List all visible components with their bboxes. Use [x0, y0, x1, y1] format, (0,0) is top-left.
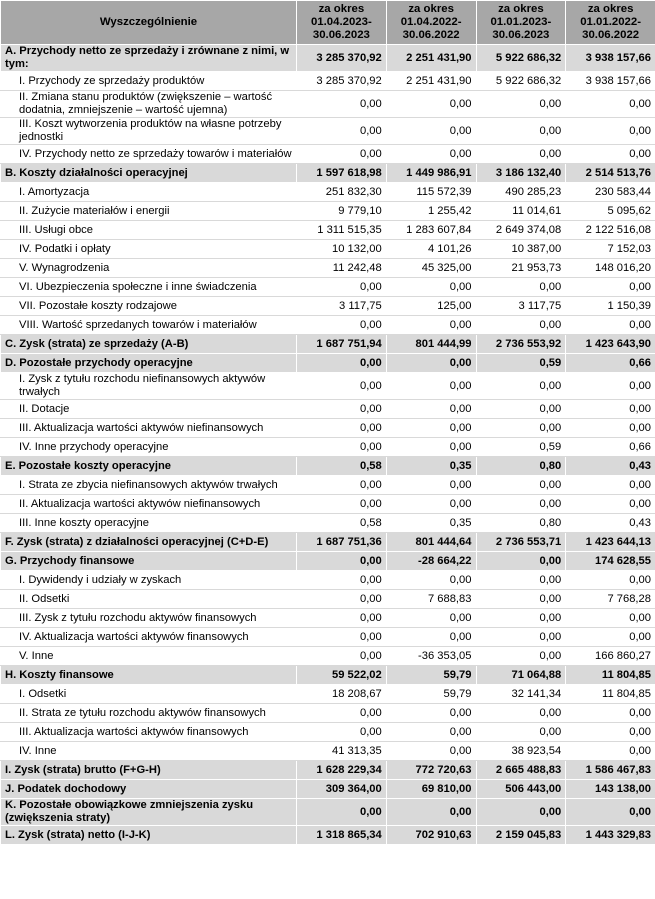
row-label: III. Koszt wytworzenia produktów na własne potrzeby jednostki	[1, 118, 297, 145]
table-row	[1, 609, 655, 628]
header-h1-2023: za okres 01.01.2023-30.06.2023	[476, 1, 566, 45]
row-label: A. Przychody netto ze sprzedaży i zrównane z nimi, w tym:	[1, 45, 297, 72]
row-label: III. Aktualizacja wartości aktywów niefinansowych	[1, 419, 297, 438]
table-row	[1, 742, 655, 761]
section-row	[1, 799, 655, 826]
row-value: 1 318 865,34	[297, 826, 387, 845]
row-label: IV. Inne	[1, 742, 297, 761]
row-value: 9 779,10	[297, 202, 387, 221]
row-value: 0,00	[386, 495, 476, 514]
table-row	[1, 373, 655, 400]
row-value: 0,00	[297, 438, 387, 457]
table-row	[1, 628, 655, 647]
row-label: F. Zysk (strata) z działalności operacyjnej (C+D-E)	[1, 533, 297, 552]
row-value: 0,00	[476, 373, 566, 400]
row-value: 0,00	[386, 419, 476, 438]
row-value: 59,79	[386, 685, 476, 704]
row-label: C. Zysk (strata) ze sprzedaży (A-B)	[1, 335, 297, 354]
section-row	[1, 354, 655, 373]
row-value: 0,00	[386, 799, 476, 826]
table-row	[1, 183, 655, 202]
row-value: 0,00	[476, 91, 566, 118]
table-row	[1, 438, 655, 457]
row-label: I. Zysk z tytułu rozchodu niefinansowych aktywów trwałych	[1, 373, 297, 400]
section-row	[1, 780, 655, 799]
row-value: 3 285 370,92	[297, 45, 387, 72]
row-value: 0,00	[566, 476, 655, 495]
row-label: IV. Aktualizacja wartości aktywów finansowych	[1, 628, 297, 647]
row-value: 2 736 553,71	[476, 533, 566, 552]
row-value: 115 572,39	[386, 183, 476, 202]
table-row	[1, 723, 655, 742]
table-row	[1, 72, 655, 91]
row-value: 59,79	[386, 666, 476, 685]
table-row	[1, 419, 655, 438]
table-body	[1, 45, 655, 845]
row-label: III. Inne koszty operacyjne	[1, 514, 297, 533]
row-label: VIII. Wartość sprzedanych towarów i materiałów	[1, 316, 297, 335]
section-row	[1, 666, 655, 685]
row-value: 0,00	[476, 799, 566, 826]
row-label: I. Amortyzacja	[1, 183, 297, 202]
row-value: 1 449 986,91	[386, 164, 476, 183]
row-value: 3 117,75	[297, 297, 387, 316]
row-value: 0,00	[476, 609, 566, 628]
row-label: IV. Przychody netto ze sprzedaży towarów i materiałów	[1, 145, 297, 164]
row-value: 0,80	[476, 514, 566, 533]
row-label: E. Pozostałe koszty operacyjne	[1, 457, 297, 476]
row-value: 7 688,83	[386, 590, 476, 609]
row-value: 0,00	[386, 609, 476, 628]
row-value: 148 016,20	[566, 259, 655, 278]
row-value: 0,00	[476, 278, 566, 297]
table-row	[1, 145, 655, 164]
row-value: 41 313,35	[297, 742, 387, 761]
row-value: 2 159 045,83	[476, 826, 566, 845]
row-value: 0,00	[566, 278, 655, 297]
row-label: I. Odsetki	[1, 685, 297, 704]
row-value: 1 311 515,35	[297, 221, 387, 240]
row-value: 506 443,00	[476, 780, 566, 799]
section-row	[1, 45, 655, 72]
row-value: 1 443 329,83	[566, 826, 655, 845]
row-value: 0,00	[476, 145, 566, 164]
row-value: 0,00	[297, 373, 387, 400]
row-value: 2 649 374,08	[476, 221, 566, 240]
row-value: 4 101,26	[386, 240, 476, 259]
row-value: 0,00	[297, 628, 387, 647]
row-label: B. Koszty działalności operacyjnej	[1, 164, 297, 183]
table-row	[1, 316, 655, 335]
row-value: 0,58	[297, 514, 387, 533]
row-label: II. Aktualizacja wartości aktywów niefinansowych	[1, 495, 297, 514]
row-value: 0,00	[297, 145, 387, 164]
table-row	[1, 259, 655, 278]
row-label: VI. Ubezpieczenia społeczne i inne świadczenia	[1, 278, 297, 297]
row-value: 3 938 157,66	[566, 45, 655, 72]
row-value: 0,00	[566, 799, 655, 826]
row-value: 69 810,00	[386, 780, 476, 799]
row-value: 0,00	[566, 118, 655, 145]
row-value: 32 141,34	[476, 685, 566, 704]
row-value: 230 583,44	[566, 183, 655, 202]
row-value: 0,58	[297, 457, 387, 476]
table-row	[1, 685, 655, 704]
row-label: L. Zysk (strata) netto (I-J-K)	[1, 826, 297, 845]
row-value: 3 186 132,40	[476, 164, 566, 183]
table-row	[1, 202, 655, 221]
row-value: 0,00	[476, 476, 566, 495]
row-label: VII. Pozostałe koszty rodzajowe	[1, 297, 297, 316]
row-value: 143 138,00	[566, 780, 655, 799]
row-value: 0,59	[476, 438, 566, 457]
table-row	[1, 476, 655, 495]
row-value: 11 804,85	[566, 685, 655, 704]
row-value: 2 251 431,90	[386, 72, 476, 91]
row-value: 1 423 644,13	[566, 533, 655, 552]
row-value: 166 860,27	[566, 647, 655, 666]
row-label: I. Zysk (strata) brutto (F+G-H)	[1, 761, 297, 780]
table-row	[1, 240, 655, 259]
row-value: 0,00	[297, 278, 387, 297]
row-value: 71 064,88	[476, 666, 566, 685]
row-label: II. Dotacje	[1, 400, 297, 419]
row-value: 0,00	[386, 476, 476, 495]
table-row	[1, 118, 655, 145]
row-value: 0,00	[566, 704, 655, 723]
row-value: 0,66	[566, 354, 655, 373]
row-value: 490 285,23	[476, 183, 566, 202]
row-value: -36 353,05	[386, 647, 476, 666]
section-row	[1, 457, 655, 476]
row-label: IV. Inne przychody operacyjne	[1, 438, 297, 457]
row-value: 11 014,61	[476, 202, 566, 221]
row-value: 0,35	[386, 457, 476, 476]
row-value: 0,00	[386, 438, 476, 457]
row-value: 0,00	[386, 145, 476, 164]
row-value: 7 768,28	[566, 590, 655, 609]
row-value: 772 720,63	[386, 761, 476, 780]
table-row	[1, 571, 655, 590]
header-row	[1, 1, 655, 45]
header-description: Wyszczególnienie	[1, 1, 297, 45]
row-value: 2 122 516,08	[566, 221, 655, 240]
row-value: 0,00	[386, 742, 476, 761]
row-label: II. Zmiana stanu produktów (zwiększenie – wartość dodatnia, zmniejszenie – wartość ujemna)	[1, 91, 297, 118]
section-row	[1, 164, 655, 183]
row-value: 801 444,99	[386, 335, 476, 354]
row-value: 10 132,00	[297, 240, 387, 259]
row-value: 0,00	[476, 723, 566, 742]
row-value: 0,00	[297, 590, 387, 609]
row-value: 0,00	[476, 419, 566, 438]
row-value: 2 736 553,92	[476, 335, 566, 354]
row-value: 0,00	[566, 373, 655, 400]
row-value: 2 251 431,90	[386, 45, 476, 72]
row-value: 0,00	[297, 354, 387, 373]
row-label: K. Pozostałe obowiązkowe zmniejszenia zysku (zwiększenia straty)	[1, 799, 297, 826]
row-value: 0,00	[566, 400, 655, 419]
row-value: 1 687 751,94	[297, 335, 387, 354]
row-value: 0,00	[297, 799, 387, 826]
row-label: G. Przychody finansowe	[1, 552, 297, 571]
row-label: I. Strata ze zbycia niefinansowych aktywów trwałych	[1, 476, 297, 495]
row-value: 0,00	[476, 704, 566, 723]
row-value: 0,00	[476, 316, 566, 335]
row-value: 0,00	[297, 704, 387, 723]
row-label: H. Koszty finansowe	[1, 666, 297, 685]
row-value: 0,00	[566, 723, 655, 742]
table-row	[1, 278, 655, 297]
row-value: 18 208,67	[297, 685, 387, 704]
table-row	[1, 704, 655, 723]
table-row	[1, 647, 655, 666]
row-value: 0,00	[386, 278, 476, 297]
row-value: 0,00	[386, 316, 476, 335]
row-value: 0,00	[386, 400, 476, 419]
row-label: J. Podatek dochodowy	[1, 780, 297, 799]
row-value: 1 687 751,36	[297, 533, 387, 552]
row-value: 11 242,48	[297, 259, 387, 278]
row-value: 0,00	[476, 552, 566, 571]
row-value: 0,00	[386, 628, 476, 647]
row-value: 11 804,85	[566, 666, 655, 685]
row-value: 0,00	[566, 316, 655, 335]
row-value: 0,00	[297, 91, 387, 118]
row-value: 0,00	[297, 118, 387, 145]
row-value: 251 832,30	[297, 183, 387, 202]
row-value: 0,00	[476, 118, 566, 145]
row-value: 59 522,02	[297, 666, 387, 685]
row-label: II. Zużycie materiałów i energii	[1, 202, 297, 221]
row-label: III. Zysk z tytułu rozchodu aktywów finansowych	[1, 609, 297, 628]
row-value: 309 364,00	[297, 780, 387, 799]
row-value: 0,00	[386, 118, 476, 145]
row-value: 0,66	[566, 438, 655, 457]
row-value: 0,00	[386, 571, 476, 590]
row-value: 0,00	[297, 495, 387, 514]
table-row	[1, 221, 655, 240]
row-value: 0,00	[566, 628, 655, 647]
section-row	[1, 552, 655, 571]
row-value: 45 325,00	[386, 259, 476, 278]
row-value: 0,43	[566, 514, 655, 533]
row-value: 0,00	[476, 628, 566, 647]
row-value: 1 597 618,98	[297, 164, 387, 183]
row-value: 1 255,42	[386, 202, 476, 221]
row-value: 0,00	[386, 354, 476, 373]
row-value: 3 285 370,92	[297, 72, 387, 91]
row-value: 1 423 643,90	[566, 335, 655, 354]
section-row	[1, 826, 655, 845]
table-row	[1, 297, 655, 316]
row-label: IV. Podatki i opłaty	[1, 240, 297, 259]
row-value: 0,00	[566, 742, 655, 761]
table-row	[1, 400, 655, 419]
header-h1-2022: za okres 01.01.2022-30.06.2022	[566, 1, 655, 45]
table-row	[1, 514, 655, 533]
row-value: 5 922 686,32	[476, 45, 566, 72]
row-value: 1 150,39	[566, 297, 655, 316]
row-value: 0,00	[297, 609, 387, 628]
row-value: 0,00	[476, 647, 566, 666]
row-value: 125,00	[386, 297, 476, 316]
section-row	[1, 761, 655, 780]
row-value: 0,59	[476, 354, 566, 373]
row-value: 7 152,03	[566, 240, 655, 259]
row-value: 21 953,73	[476, 259, 566, 278]
row-label: III. Usługi obce	[1, 221, 297, 240]
row-value: 5 095,62	[566, 202, 655, 221]
row-value: 0,00	[297, 571, 387, 590]
row-value: 702 910,63	[386, 826, 476, 845]
row-value: 0,00	[386, 704, 476, 723]
row-value: 801 444,64	[386, 533, 476, 552]
row-value: 0,00	[297, 552, 387, 571]
row-value: 0,00	[386, 723, 476, 742]
row-label: I. Dywidendy i udziały w zyskach	[1, 571, 297, 590]
row-value: 0,00	[386, 91, 476, 118]
row-value: 0,00	[386, 373, 476, 400]
row-value: 1 283 607,84	[386, 221, 476, 240]
row-value: 0,35	[386, 514, 476, 533]
table-row	[1, 91, 655, 118]
row-label: I. Przychody ze sprzedaży produktów	[1, 72, 297, 91]
header-q2-2022: za okres 01.04.2022-30.06.2022	[386, 1, 476, 45]
row-label: D. Pozostałe przychody operacyjne	[1, 354, 297, 373]
row-value: 0,00	[566, 145, 655, 164]
row-value: 0,00	[476, 495, 566, 514]
row-value: 0,43	[566, 457, 655, 476]
row-value: 5 922 686,32	[476, 72, 566, 91]
row-value: 0,00	[297, 647, 387, 666]
row-value: 10 387,00	[476, 240, 566, 259]
row-label: V. Wynagrodzenia	[1, 259, 297, 278]
row-value: 0,00	[566, 91, 655, 118]
row-value: 3 117,75	[476, 297, 566, 316]
row-value: 0,00	[566, 419, 655, 438]
row-value: 0,80	[476, 457, 566, 476]
row-value: 0,00	[476, 571, 566, 590]
row-value: 0,00	[297, 419, 387, 438]
row-value: 38 923,54	[476, 742, 566, 761]
row-value: 3 938 157,66	[566, 72, 655, 91]
row-value: 0,00	[297, 316, 387, 335]
row-value: 0,00	[297, 476, 387, 495]
row-value: 1 586 467,83	[566, 761, 655, 780]
table-row	[1, 590, 655, 609]
row-value: 0,00	[297, 400, 387, 419]
row-label: III. Aktualizacja wartości aktywów finansowych	[1, 723, 297, 742]
table-row	[1, 495, 655, 514]
row-value: 0,00	[476, 590, 566, 609]
row-label: II. Strata ze tytułu rozchodu aktywów finansowych	[1, 704, 297, 723]
row-value: 1 628 229,34	[297, 761, 387, 780]
row-value: -28 664,22	[386, 552, 476, 571]
row-value: 0,00	[476, 400, 566, 419]
row-value: 174 628,55	[566, 552, 655, 571]
row-value: 0,00	[297, 723, 387, 742]
row-value: 0,00	[566, 571, 655, 590]
section-row	[1, 335, 655, 354]
row-label: V. Inne	[1, 647, 297, 666]
section-row	[1, 533, 655, 552]
row-value: 0,00	[566, 495, 655, 514]
row-value: 0,00	[566, 609, 655, 628]
header-q2-2023: za okres 01.04.2023-30.06.2023	[297, 1, 387, 45]
row-label: II. Odsetki	[1, 590, 297, 609]
row-value: 2 514 513,76	[566, 164, 655, 183]
row-value: 2 665 488,83	[476, 761, 566, 780]
